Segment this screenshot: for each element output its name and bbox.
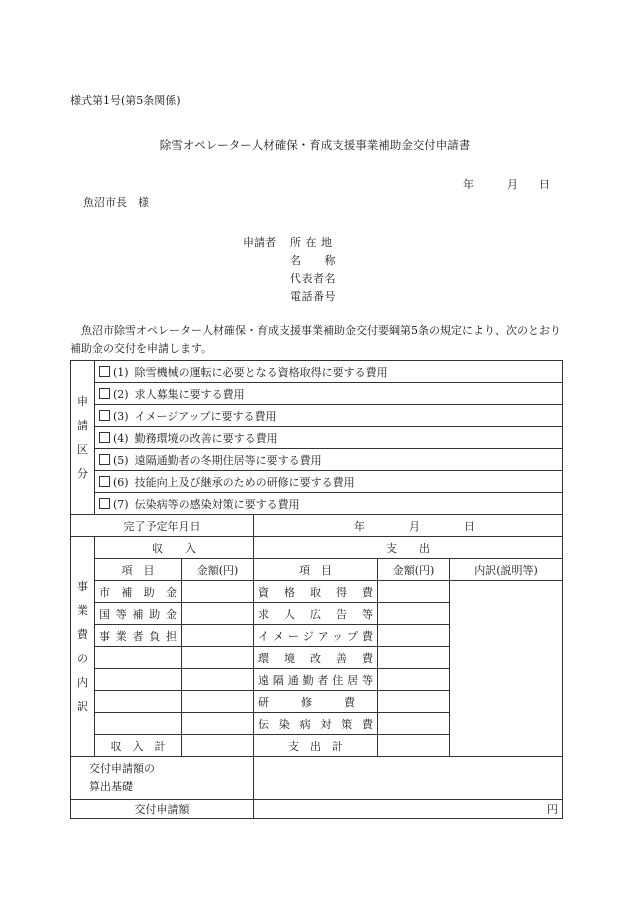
income-row-label[interactable] xyxy=(95,691,182,713)
checkbox-icon[interactable] xyxy=(99,454,110,465)
completion-date-field[interactable]: 年 月 日 xyxy=(254,515,563,537)
income-amount-cell[interactable] xyxy=(182,625,254,647)
income-amount-cell[interactable] xyxy=(182,581,254,603)
category-item-4: (4) 勤務環境の改善に要する費用 xyxy=(95,427,563,449)
expenditure-amount-column-header: 金額(円) xyxy=(378,559,450,581)
income-total-cell[interactable] xyxy=(182,735,254,757)
expenditure-header: 支 出 xyxy=(254,537,563,559)
yen-unit: 円 xyxy=(547,803,559,816)
expenditure-total-label: 支 出 計 xyxy=(254,735,378,757)
expenditure-row-label: イメージアップ費 xyxy=(254,625,378,647)
expenditure-amount-cell[interactable] xyxy=(378,625,450,647)
form-number: 様式第1号(第5条関係) xyxy=(70,94,181,107)
application-form-table xyxy=(70,360,563,819)
expenditure-row-label: 遠隔通勤者住居等 xyxy=(254,669,378,691)
breakdown-cell[interactable] xyxy=(450,581,563,757)
income-amount-cell[interactable] xyxy=(182,603,254,625)
applicant-phone-label: 電話番号 xyxy=(290,290,336,303)
checkbox-icon[interactable] xyxy=(99,432,110,443)
expenditure-amount-cell[interactable] xyxy=(378,691,450,713)
category-item-5: (5) 遠隔通勤者の冬期住居等に要する費用 xyxy=(95,449,563,471)
expenditure-amount-cell[interactable] xyxy=(378,647,450,669)
document-title: 除雪オペレーター人材確保・育成支援事業補助金交付申請書 xyxy=(159,138,471,152)
checkbox-icon[interactable] xyxy=(99,410,110,421)
category-item-2: (2) 求人募集に要する費用 xyxy=(95,383,563,405)
income-row-label[interactable] xyxy=(95,669,182,691)
date-month-label: 月 xyxy=(507,178,518,191)
income-amount-cell[interactable] xyxy=(182,713,254,735)
completion-date-label: 完了予定年月日 xyxy=(71,515,254,537)
applicant-representative-label: 代表者名 xyxy=(290,272,336,285)
applicant-name-label: 名 称 xyxy=(290,254,336,267)
category-item-6: (6) 技能向上及び継承のための研修に要する費用 xyxy=(95,471,563,493)
checkbox-icon[interactable] xyxy=(99,476,110,487)
expenditure-total-cell[interactable] xyxy=(378,735,450,757)
applicant-label: 申請者 xyxy=(243,236,276,249)
income-row-label: 国等補助金 xyxy=(95,603,182,625)
expense-label: 事 業 費 の 内 訳 xyxy=(71,537,95,757)
date-day-label: 日 xyxy=(539,178,550,191)
grant-amount-label: 交付申請額 xyxy=(71,800,254,819)
income-amount-cell[interactable] xyxy=(182,691,254,713)
income-row-label: 事業者負担 xyxy=(95,625,182,647)
category-label: 申 請 区 分 xyxy=(71,361,95,515)
expenditure-amount-cell[interactable] xyxy=(378,603,450,625)
income-row-label: 市補助金 xyxy=(95,581,182,603)
expenditure-row-label: 研修費 xyxy=(254,691,378,713)
income-item-column-header: 項 目 xyxy=(95,559,182,581)
application-statement: 魚沼市除雪オペレーター人材確保・育成支援事業補助金交付要綱第5条の規定により、次のとおり補助金の交付を申請します。 xyxy=(70,324,561,355)
expenditure-item-column-header: 項 目 xyxy=(254,559,378,581)
income-row-label[interactable] xyxy=(95,713,182,735)
expenditure-row-label: 伝染病対策費 xyxy=(254,713,378,735)
breakdown-column-header: 内訳(説明等) xyxy=(450,559,563,581)
checkbox-icon[interactable] xyxy=(99,388,110,399)
application-date xyxy=(463,176,550,192)
income-amount-column-header: 金額(円) xyxy=(182,559,254,581)
income-total-label: 収 入 計 xyxy=(95,735,182,757)
expenditure-amount-cell[interactable] xyxy=(378,669,450,691)
category-item-1: (1) 除雪機械の運転に必要となる資格取得に要する費用 xyxy=(95,361,563,383)
expenditure-amount-cell[interactable] xyxy=(378,713,450,735)
grant-amount-field[interactable] xyxy=(254,800,563,819)
expenditure-row-label: 環境改善費 xyxy=(254,647,378,669)
income-row-label[interactable] xyxy=(95,647,182,669)
income-amount-cell[interactable] xyxy=(182,669,254,691)
expenditure-row-label: 資格取得費 xyxy=(254,581,378,603)
addressee: 魚沼市長 様 xyxy=(83,196,149,209)
checkbox-icon[interactable] xyxy=(99,366,110,377)
category-item-3: (3) イメージアップに要する費用 xyxy=(95,405,563,427)
income-amount-cell[interactable] xyxy=(182,647,254,669)
applicant-address-label: 所 在 地 xyxy=(290,236,333,249)
calc-basis-field[interactable] xyxy=(254,757,563,800)
expenditure-amount-cell[interactable] xyxy=(378,581,450,603)
calc-basis-label: 交付申請額の 算出基礎 xyxy=(71,757,254,800)
category-item-7: (7) 伝染病等の感染対策に要する費用 xyxy=(95,493,563,515)
income-header: 収 入 xyxy=(95,537,254,559)
expenditure-row-label: 求人広告等 xyxy=(254,603,378,625)
date-year-label: 年 xyxy=(463,178,474,191)
checkbox-icon[interactable] xyxy=(99,498,110,509)
